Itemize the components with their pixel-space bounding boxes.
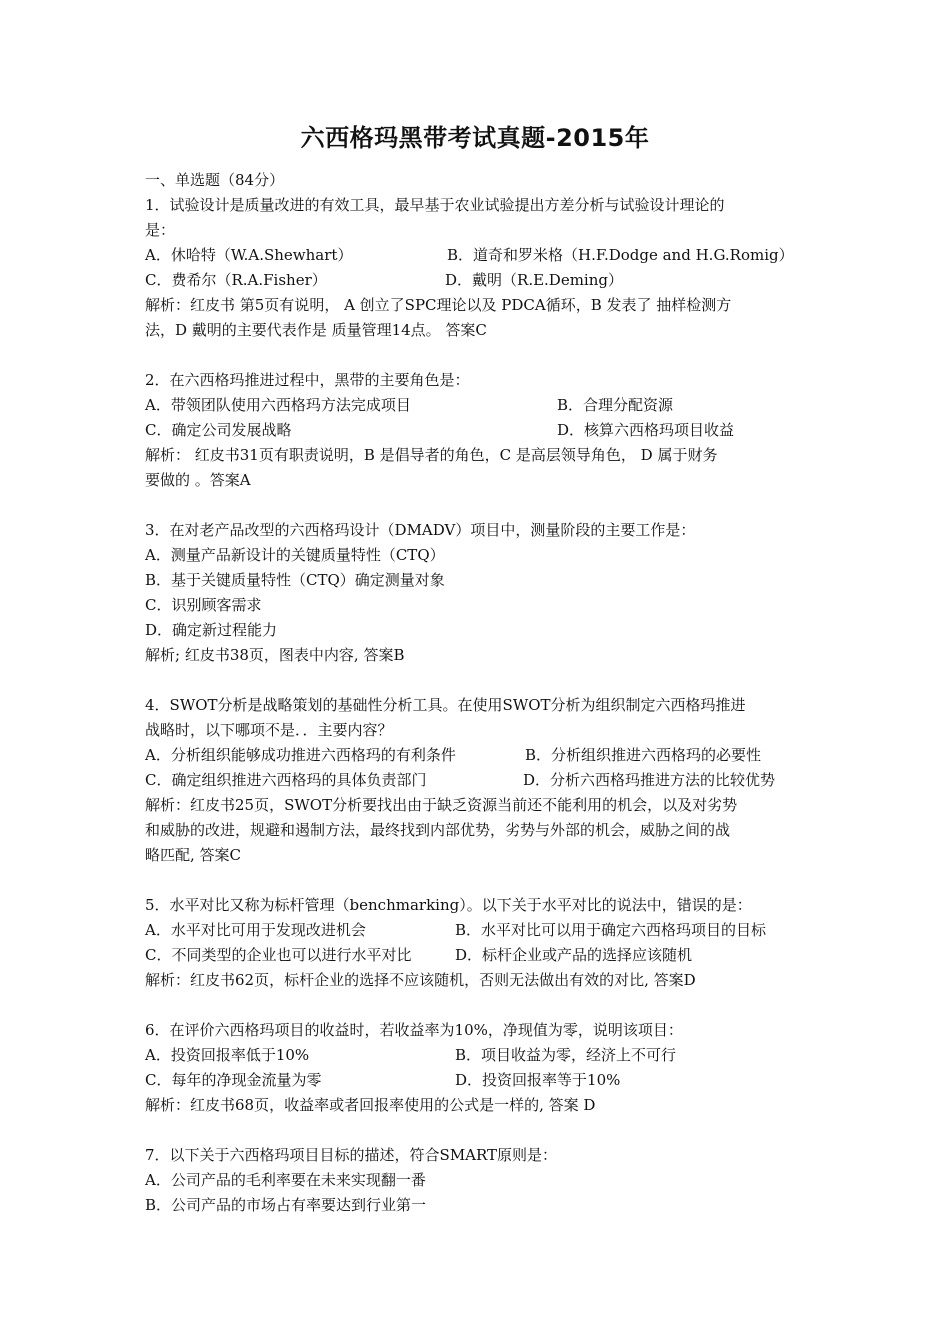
option-row xyxy=(145,1068,810,1093)
question-2 xyxy=(145,368,810,493)
option-c: C．每年的净现金流量为零 xyxy=(145,1071,322,1089)
option-c: C．不同类型的企业也可以进行水平对比 xyxy=(145,946,412,964)
option-a: A．分析组织能够成功推进六西格玛的有利条件 xyxy=(145,746,456,764)
analysis-text: 解析：红皮书62页，标杆企业的选择不应该随机，否则无法做出有效的对比, 答案D xyxy=(145,971,696,989)
question-stem: 2．在六西格玛推进过程中，黑带的主要角色是： xyxy=(145,371,470,389)
option-c: C．识别顾客需求 xyxy=(145,596,262,614)
option-b: B．水平对比可以用于确定六西格玛项目的目标 xyxy=(455,921,767,939)
option-b: B．道奇和罗米格（H.F.Dodge and H.G.Romig） xyxy=(447,246,794,264)
question-stem: 是： xyxy=(145,221,176,239)
option-c: C．费希尔（R.A.Fisher） xyxy=(145,271,327,289)
option-b: B．分析组织推进六西格玛的必要性 xyxy=(525,746,762,764)
option-row xyxy=(145,1043,810,1068)
option-d: D．投资回报率等于10% xyxy=(455,1071,621,1089)
option-d: D．分析六西格玛推进方法的比较优势 xyxy=(523,771,776,789)
question-6 xyxy=(145,1018,810,1118)
question-7 xyxy=(145,1143,810,1218)
analysis-text: 法，D 戴明的主要代表作是 质量管理14点。 答案C xyxy=(145,321,487,339)
question-3 xyxy=(145,518,810,668)
analysis-text: 解析：红皮书25页，SWOT分析要找出由于缺乏资源当前还不能利用的机会，以及对劣势 xyxy=(145,796,738,814)
question-stem: 5．水平对比又称为标杆管理（benchmarking）。以下关于水平对比的说法中，错误的是： xyxy=(145,896,752,914)
question-stem: 战略时，以下哪项不是．．主要内容？ xyxy=(145,721,393,739)
option-row xyxy=(145,243,810,268)
option-d: D．戴明（R.E.Deming） xyxy=(445,271,623,289)
option-a: A．水平对比可用于发现改进机会 xyxy=(145,921,366,939)
option-a: A．投资回报率低于10% xyxy=(145,1046,310,1064)
option-row xyxy=(145,943,810,968)
option-c: C．确定公司发展战略 xyxy=(145,421,292,439)
question-stem: 7．以下关于六西格玛项目目标的描述，符合SMART原则是： xyxy=(145,1146,558,1164)
option-b: B．基于关键质量特性（CTQ）确定测量对象 xyxy=(145,571,445,589)
page-title: 六西格玛黑带考试真题-2015年 xyxy=(300,124,650,152)
analysis-text: 解析： 红皮书31页有职责说明，B 是倡导者的角色，C 是高层领导角色， D 属于财务 xyxy=(145,446,718,464)
document-body xyxy=(145,168,810,1218)
section-heading: 一、单选题（84分） xyxy=(145,171,285,189)
analysis-text: 解析：红皮书 第5页有说明， A 创立了SPC理论以及 PDCA循环，B 发表了 抽样检测方 xyxy=(145,296,732,314)
option-row xyxy=(145,268,810,293)
analysis-text: 解析; 红皮书38页，图表中内容, 答案B xyxy=(145,646,405,664)
analysis-text: 要做的 。答案A xyxy=(145,471,251,489)
question-1 xyxy=(145,193,810,343)
option-a: A．测量产品新设计的关键质量特性（CTQ） xyxy=(145,546,445,564)
option-row xyxy=(145,393,810,418)
option-c: C．确定组织推进六西格玛的具体负责部门 xyxy=(145,771,427,789)
question-stem: 3．在对老产品改型的六西格玛设计（DMADV）项目中，测量阶段的主要工作是： xyxy=(145,521,696,539)
option-row xyxy=(145,918,810,943)
option-b: B．项目收益为零，经济上不可行 xyxy=(455,1046,677,1064)
analysis-text: 解析：红皮书68页，收益率或者回报率使用的公式是一样的, 答案 D xyxy=(145,1096,596,1114)
option-row xyxy=(145,418,810,443)
analysis-text: 略匹配, 答案C xyxy=(145,846,242,864)
option-row xyxy=(145,768,810,793)
option-row xyxy=(145,743,810,768)
question-stem: 6．在评价六西格玛项目的收益时，若收益率为10%，净现值为零，说明该项目： xyxy=(145,1021,683,1039)
option-a: A．带领团队使用六西格玛方法完成项目 xyxy=(145,396,411,414)
option-d: D．确定新过程能力 xyxy=(145,621,278,639)
question-stem: 4．SWOT分析是战略策划的基础性分析工具。在使用SWOT分析为组织制定六西格玛推进 xyxy=(145,696,746,714)
question-5 xyxy=(145,893,810,993)
option-b: B．公司产品的市场占有率要达到行业第一 xyxy=(145,1196,427,1214)
option-b: B．合理分配资源 xyxy=(557,396,674,414)
option-a: A．公司产品的毛利率要在未来实现翻一番 xyxy=(145,1171,426,1189)
option-d: D．标杆企业或产品的选择应该随机 xyxy=(455,946,693,964)
question-4 xyxy=(145,693,810,868)
option-a: A．休哈特（W.A.Shewhart） xyxy=(145,246,353,264)
option-d: D．核算六西格玛项目收益 xyxy=(557,421,735,439)
question-stem: 1．试验设计是质量改进的有效工具，最早基于农业试验提出方差分析与试验设计理论的 xyxy=(145,196,725,214)
analysis-text: 和威胁的改进，规避和遏制方法，最终找到内部优势，劣势与外部的机会，威胁之间的战 xyxy=(145,821,731,839)
